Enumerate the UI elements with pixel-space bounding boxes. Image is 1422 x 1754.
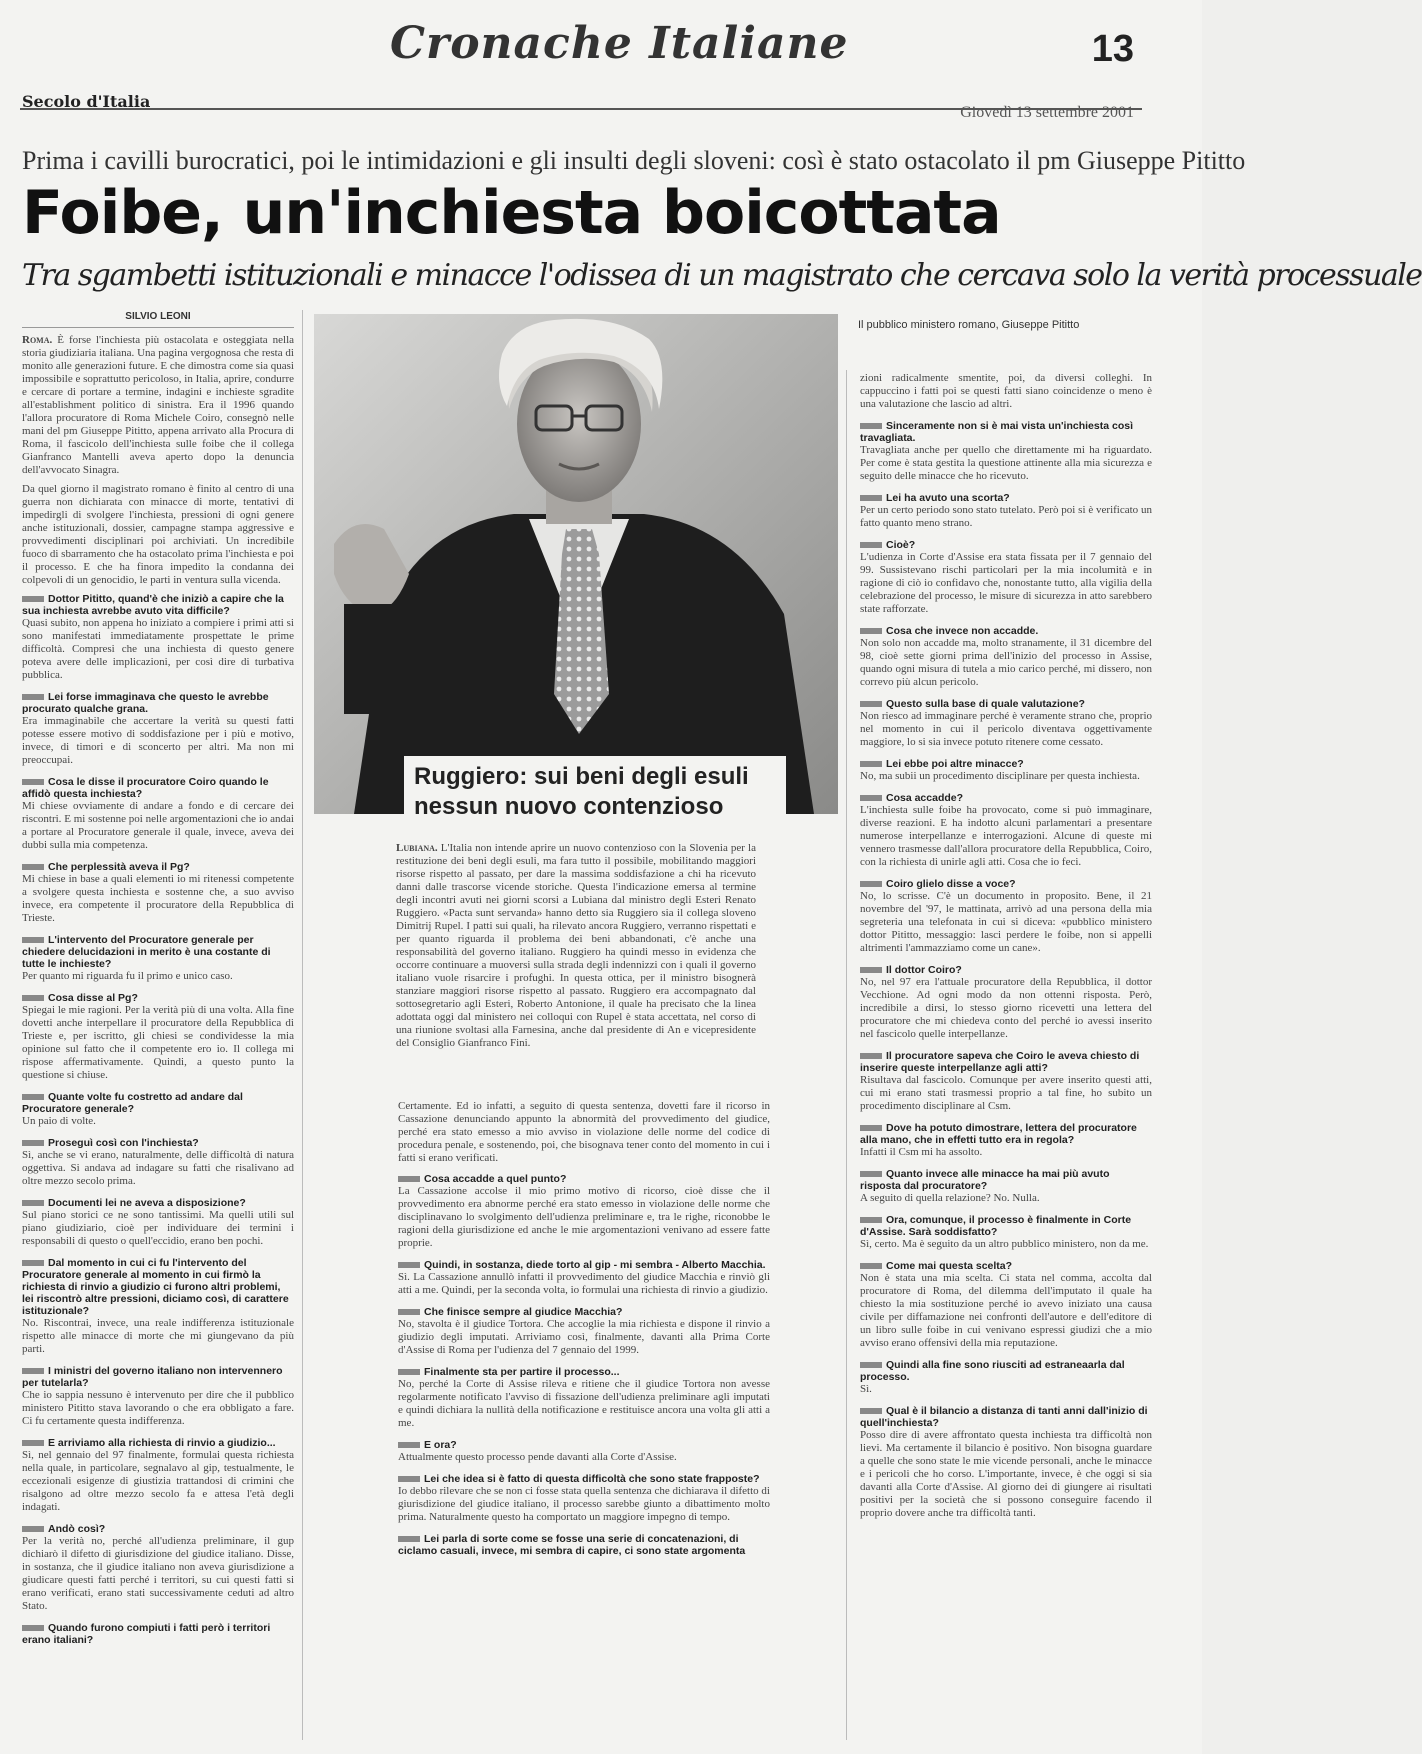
question-text: Coiro glielo disse a voce? — [886, 878, 1016, 890]
question-marker — [398, 1536, 420, 1542]
question-text: Lei ebbe poi altre minacce? — [886, 758, 1024, 770]
question — [860, 698, 1152, 710]
question-marker — [860, 761, 882, 767]
column-divider — [302, 310, 303, 1740]
question-text: Cioè? — [886, 539, 916, 551]
qa-item — [860, 698, 1152, 749]
question-text: Lei ha avuto una scorta? — [886, 492, 1010, 504]
question-text: Quando furono compiuti i fatti però i territori erano italiani? — [22, 1622, 271, 1646]
question — [860, 625, 1152, 637]
photo-caption: Il pubblico ministero romano, Giuseppe Pititto — [858, 319, 1080, 331]
question-text: L'intervento del Procuratore generale per chiedere delucidazioni in merito è una costante di tutte le inchieste? — [22, 934, 271, 970]
lead-paragraph-2: Da quel giorno il magistrato romano è finito al centro di una guerra non dichiarata con minacce di morte, tentativi di impedirgli di svolgere l'inchiesta, pressioni di ogni genere anche istituzionali, dossier, campagne stampa aggressive e provvedimenti disciplinari poi archiviati. Un incredibile fuoco di sbarramento che ha ostacolato prima l'inchiesta e poi il processo. E che ha finora impedito la condanna dei colpevoli di un genocidio, le parti in ventura sulla vicenda. — [22, 483, 294, 586]
question — [22, 593, 294, 617]
qa-item — [860, 1260, 1152, 1350]
question-marker — [860, 423, 882, 429]
question — [22, 1137, 294, 1149]
lead-paragraph — [22, 334, 294, 477]
question-marker — [398, 1176, 420, 1182]
question-text: Sinceramente non si è mai vista un'inchiesta così travagliata. — [860, 420, 1134, 444]
question — [860, 1214, 1152, 1238]
question-marker — [398, 1262, 420, 1268]
qa-item — [860, 964, 1152, 1041]
qa-item — [860, 1405, 1152, 1520]
qa-item — [398, 1473, 770, 1524]
question — [860, 964, 1152, 976]
section-title: Cronache Italiane — [390, 18, 849, 69]
qa-item — [860, 1214, 1152, 1251]
question — [860, 1405, 1152, 1429]
masthead-rule — [20, 108, 1142, 110]
qa-item — [22, 691, 294, 767]
answer: Sì. — [860, 1383, 872, 1395]
question — [22, 1523, 294, 1535]
question — [22, 861, 294, 873]
newspaper-name: Secolo d'Italia — [22, 92, 151, 111]
answer: Non solo non accadde ma, molto stranamente, il 31 dicembre del 98, cioè sette giorni prima dell'inizio del processo in Assise, quando ogni misura di tutela a mio carico perché, mi dissero, non correvo più alcun pericolo. — [860, 637, 1152, 688]
byline: SILVIO LEONI — [22, 310, 294, 328]
question-text: Cosa che invece non accadde. — [886, 625, 1039, 637]
answer: Sul piano storici ce ne sono tantissimi. Ma quelli utili sul piano giudiziario, cioè per individuare dei termini i responsabili di questo o quell'eccidio, erano ben pochi. — [22, 1209, 294, 1247]
question-text: Il dottor Coiro? — [886, 964, 962, 976]
question-marker — [860, 967, 882, 973]
issue-date: Giovedì 13 settembre 2001 — [960, 104, 1134, 121]
qa-item — [398, 1439, 770, 1464]
answer: Non è stata una mia scelta. Ci stata nel comma, accolta dal procuratore di Roma, del dilemma dell'imputato il quale ha chiesto la mia sostituzione perché io avevo iniziato una causa civile per diffamazione nei confronti dell'autore e dell'editore di un libro sulle foibe in cui venivano espressi giudizi che a mio avviso erano offensivi della mia reputazione. — [860, 1272, 1152, 1349]
inset-place: Lubiana. — [396, 842, 438, 854]
question-marker — [22, 1625, 44, 1631]
answer: Mi chiese ovviamente di andare a fondo e di cercare dei riscontri. E mi sostenne poi nelle argomentazioni che io andai a portare al Procuratore generale il quale, invece, aveva dei dubbi sulla mia competenza. — [22, 800, 294, 851]
question-text: Lei che idea si è fatto di questa difficoltà che sono state frapposte? — [424, 1473, 760, 1485]
inset-text: L'Italia non intende aprire un nuovo contenzioso con la Slovenia per la restituzione dei beni degli esuli, ma fara tutto il possibile, mobilitando maggiori risorse rispetto al passato, per dare la massima soddisfazione a chi ha ricevuto danni dalle trascorse vicende storiche. Questa l'indicazione emersa al termine degli incontri avuti nei giorni scorsi a Lubiana dal ministro degli Esteri Renato Ruggiero. «Pacta sunt servanda» hanno detto sia Ruggiero sia il collega sloveno Dimitrij Rupel. I patti sui quali, ha rilevato ancora Ruggiero, verranno rispettati e per quanto riguarda il problema dei beni abbandonati, c'è anche una responsabilità del governo italiano. Ruggiero ha quindi messo in evidenza che occorre continuare a muoversi sulla strada degli indennizzi con i quali il governo italiano vuole risarcire i profughi. In questa ottica, per il ministro bisognerà stanziare maggiori risorse rispetto al passato. Ruggiero era accompagnato dal sottosegretario agli Esteri, Roberto Antonione, il quale ha precisato che la linea adottata oggi dal ministero nei colloqui con Rupel è stata accettata, nel corso di una riunione svoltasi alla Farnesina, anche dal presidente di An e vicepresidente del Consiglio Gianfranco Fini. — [396, 842, 757, 1049]
question-text: Che perplessità aveva il Pg? — [48, 861, 190, 873]
question-text: Cosa accadde a quel punto? — [424, 1173, 567, 1185]
question-text: Cosa le disse il procuratore Coiro quando le affidò questa inchiesta? — [22, 776, 269, 800]
question — [22, 1257, 294, 1317]
question — [22, 691, 294, 715]
qa-item — [22, 861, 294, 925]
answer: Quasi subito, non appena ho iniziato a compiere i primi atti si sono manifestati immediatamente prospettate le prime difficoltà. Compresi che una inchiesta di questo genere poteva avere delle implicazioni, per così dire di turbativa pubblica. — [22, 617, 294, 681]
qa-item — [22, 1622, 294, 1646]
question-marker — [860, 881, 882, 887]
qa-item — [860, 792, 1152, 869]
qa-item — [398, 1306, 770, 1357]
qa-item — [860, 539, 1152, 616]
question-marker — [22, 1140, 44, 1146]
qa-item — [22, 1257, 294, 1356]
answer: No, perché la Corte di Assise rileva e ritiene che il giudice Tortora non avesse regolarmente notificato l'avviso di fissazione dell'udienza preliminare agli imputati e quindi dichiara la nullità della notificazione e restituisce ancora una volta gli atti a me. — [398, 1378, 770, 1429]
question — [22, 1197, 294, 1209]
question-marker — [22, 1094, 44, 1100]
question-text: Come mai questa scelta? — [886, 1260, 1013, 1272]
question — [398, 1259, 770, 1271]
qa-item — [860, 1359, 1152, 1396]
question-marker — [860, 1408, 882, 1414]
question-text: Quindi alla fine sono riusciti ad estraneaarla dal processo. — [860, 1359, 1125, 1383]
qa-item — [860, 878, 1152, 955]
lead-place: Roma. — [22, 334, 53, 346]
left-qa-list — [22, 593, 294, 1646]
magistrate-photo — [314, 314, 838, 814]
column-divider — [846, 370, 847, 1740]
question-text: Dottor Pititto, quand'è che iniziò a capire che la sua inchiesta avrebbe avuto vita difficile? — [22, 593, 284, 617]
question-text: Dove ha potuto dimostrare, lettera del procuratore alla mano, che in effetti tutto era in regola? — [860, 1122, 1137, 1146]
question-marker — [860, 795, 882, 801]
qa-item — [22, 1137, 294, 1188]
question-text: Il procuratore sapeva che Coiro le aveva chiesto di inserire queste interpellanze agli atti? — [860, 1050, 1140, 1074]
question-text: I ministri del governo italiano non intervennero per tutelarla? — [22, 1365, 283, 1389]
question — [860, 492, 1152, 504]
answer: La Cassazione accolse il mio primo motivo di ricorso, cioè disse che il provvedimento era abnorme perché era stato emesso in violazione delle norme che disciplinavano lo svolgimento dell'udienza preliminare e, tra le righe, riconobbe le ragioni della giurisdizione ed anche le mie argomentazioni venivano ad essere fatte proprie. — [398, 1185, 770, 1249]
question-marker — [860, 542, 882, 548]
question-text: Lei parla di sorte come se fosse una serie di concatenazioni, di ciclamo casuali, invece, mi sembra di capire, ci sono state argomenta — [398, 1533, 746, 1557]
qa-item — [398, 1173, 770, 1250]
question-text: Quanto invece alle minacce ha mai più avuto risposta dal procuratore? — [860, 1168, 1110, 1192]
question-marker — [398, 1309, 420, 1315]
answer: Posso dire di avere affrontato questa inchiesta tra difficoltà non lievi. Ma certamente il bilancio è positivo. Non bisogna guardare a quelle che sono state le mie vicende personali, anche le minacce e i pericoli che ho corso. L'importante, invece, è che oggi si sia davanti alla Corte d'Assise. Al giorno dei di giungere ai risultati positivi per la società che si possono conseguire facendo il proprio dovere anche tra difficoltà tanti. — [860, 1429, 1152, 1519]
qa-item — [860, 1168, 1152, 1205]
qa-item — [22, 1523, 294, 1613]
answer: No, nel 97 era l'attuale procuratore della Repubblica, il dottor Vecchione. Ad ogni modo da non ottenni risposta. Però, incredibile a dirsi, lo stesso giorno ricevetti una lettera del procuratore che mi chiedeva conto del perché io avessi inserito nel fascicolo quelle interpellanze. — [860, 976, 1152, 1040]
qa-item — [860, 1122, 1152, 1159]
qa-item — [22, 1197, 294, 1248]
question-marker — [860, 1125, 882, 1131]
question-marker — [22, 1526, 44, 1532]
left-column — [22, 310, 294, 1750]
question-marker — [860, 1171, 882, 1177]
question-marker — [22, 937, 44, 943]
answer: Sì. La Cassazione annullò infatti il provvedimento del giudice Macchia e rinviò gli atti a me. Quindi, per la seconda volta, io formulai una richiesta di rinvio a giudizio. — [398, 1271, 770, 1296]
qa-item — [22, 1437, 294, 1514]
question-text: Quindi, in sostanza, diede torto al gip - mi sembra - Alberto Macchia. — [424, 1259, 766, 1271]
question — [22, 1437, 294, 1449]
question-marker — [22, 596, 44, 602]
inset-box — [404, 756, 786, 828]
answer: Un paio di volte. — [22, 1115, 96, 1127]
question — [22, 1622, 294, 1646]
answer: L'inchiesta sulle foibe ha provocato, come si può immaginare, diverse reazioni. E ha indotto alcuni parlamentari a presentare numerose interpellanze e interrogazioni. Alcune di queste mi vennero trasmesse dall'allora procuratore della Repubblica, Coiro, con la richiesta di unirle agli atti. Cosa che io feci. — [860, 804, 1152, 868]
answer: Che io sappia nessuno è intervenuto per dire che il pubblico ministero Pititto stava lavorando o che era obbligato a fare. Ci fu certamente questa indifferenza. — [22, 1389, 294, 1427]
article-kicker: Prima i cavilli burocratici, poi le intimidazioni e gli insulti degli sloveni: così è stato ostacolato il pm Giuseppe Pititto — [22, 146, 1246, 175]
inset-body — [396, 842, 756, 1050]
question — [22, 992, 294, 1004]
question-marker — [860, 1263, 882, 1269]
answer: Per quanto mi riguarda fu il primo e unico caso. — [22, 970, 233, 982]
question-marker — [398, 1442, 420, 1448]
question — [860, 758, 1152, 770]
qa-item — [860, 1050, 1152, 1113]
question — [860, 1260, 1152, 1272]
question-text: Qual è il bilancio a distanza di tanti anni dall'inizio di quell'inchiesta? — [860, 1405, 1148, 1429]
question-marker — [22, 779, 44, 785]
qa-item — [22, 1091, 294, 1128]
center-paragraph: Certamente. Ed io infatti, a seguito di questa sentenza, dovetti fare il ricorso in Cassazione denunciando appunto la abnormità del provvedimento del giudice, perché era stato emesso a mio avviso in violazione delle norme del codice di procedura penale, e sostenendo, poi, che bisognava tener conto del momento in cui i fatti si erano verificati. — [398, 1100, 770, 1164]
question — [860, 792, 1152, 804]
qa-item — [860, 625, 1152, 689]
qa-item — [860, 758, 1152, 783]
question — [398, 1173, 770, 1185]
answer: Infatti il Csm mi ha assolto. — [860, 1146, 983, 1158]
qa-item — [398, 1259, 770, 1297]
qa-item — [22, 593, 294, 682]
question-marker — [398, 1476, 420, 1482]
answer: No, stavolta è il giudice Tortora. Che accoglie la mia richiesta e dispone il rinvio a giudizio degli imputati. Arriviamo così, finalmente, davanti alla Prima Corte d'Assise di Roma per l'udienza del 7 gennaio del 1999. — [398, 1318, 770, 1356]
question-marker — [860, 701, 882, 707]
question — [860, 1050, 1152, 1074]
question-text: Andò così? — [48, 1523, 106, 1535]
qa-item — [398, 1533, 770, 1557]
question-marker — [22, 1368, 44, 1374]
article-subhead: Tra sgambetti istituzionali e minacce l'odissea di un magistrato che cercava solo la verità processuale — [22, 258, 1422, 293]
question — [398, 1306, 770, 1318]
right-column — [860, 372, 1152, 1748]
question-text: Proseguì così con l'inchiesta? — [48, 1137, 199, 1149]
center-column — [398, 1100, 770, 1745]
question — [860, 1122, 1152, 1146]
answer: Per la verità no, perché all'udienza preliminare, il gup dichiarò il difetto di giurisdizione del giudice italiano. Disse, in sostanza, che il giudice italiano non aveva giurisdizione a giudicare questi fatti perché i territori, su cui questi fatti si erano verificati, erano stati successivamente ceduti ad altro Stato. — [22, 1535, 294, 1612]
article-headline: Foibe, un'inchiesta boicottata — [22, 178, 1001, 248]
answer: Travagliata anche per quello che direttamente mi ha riguardato. Per come è stata gestita la questione attinente alla mia sicurezza e seguito delle minacce che ho ricevuto. — [860, 444, 1152, 482]
qa-item — [22, 934, 294, 983]
question-marker — [398, 1369, 420, 1375]
answer: Sì, nel gennaio del 97 finalmente, formulai questa richiesta nella quale, in particolare, segnalavo al gip, testualmente, le eccezionali esigenze di giustizia trattandosi di crimini che risalgono ad oltre mezzo secolo fa e attesa l'età degli indagati. — [22, 1449, 294, 1513]
question-marker — [22, 1440, 44, 1446]
answer: No, ma subii un procedimento disciplinare per questa inchiesta. — [860, 770, 1140, 782]
question-text: Che finisce sempre al giudice Macchia? — [424, 1306, 623, 1318]
qa-item — [860, 420, 1152, 483]
answer: Mi chiese in base a quali elementi io mi ritenessi competente a svolgere questa inchiesta e sostenne che, a suo avviso invece, era competente il procuratore della Repubblica di Trieste. — [22, 873, 294, 924]
question-marker — [22, 995, 44, 1001]
qa-item — [22, 1365, 294, 1428]
question-text: Questo sulla base di quale valutazione? — [886, 698, 1085, 710]
answer: Attualmente questo processo pende davanti alla Corte d'Assise. — [398, 1451, 677, 1463]
question-text: Finalmente sta per partire il processo... — [424, 1366, 620, 1378]
qa-item — [22, 992, 294, 1082]
question — [860, 539, 1152, 551]
question-marker — [22, 1200, 44, 1206]
answer: Spiegai le mie ragioni. Per la verità più di una volta. Alla fine dovetti anche interpellare il procuratore della Repubblica di Trieste e, per iscritto, gli chiesi se condividesse la mia opinione sul fatto che il competente ero io. Il collega mi rispose affermativamente. Quindi, a questo punto la questione si chiuse. — [22, 1004, 294, 1081]
lead-text: È forse l'inchiesta più ostacolata e osteggiata nella storia giudiziaria italiana. Una pagina vergognosa che resta di monito alle generazioni future. E che dimostra come sia quasi impossibile e soprattutto pericoloso, in Italia, aprire, condurre e cercare di portare a termine, indagini e inchieste sgradite all'establishment politico di sinistra. Era il 1996 quando l'allora procuratore di Roma Michele Coiro, consegnò nelle mani del pm Giuseppe Pititto, appena arrivato alla Procura di Roma, il fascicolo dell'inchiesta sulle foibe che il collega Gianfranco Mantelli aveva aperto dopo la denuncia dell'avvocato Sinagra. — [22, 334, 295, 476]
question — [398, 1366, 770, 1378]
right-qa-list — [860, 372, 1152, 1520]
question-marker — [860, 495, 882, 501]
answer: Per un certo periodo sono stato tutelato. Però poi si è verificato un fatto quanto meno strano. — [860, 504, 1152, 529]
question-text: Dal momento in cui ci fu l'intervento del Procuratore generale al momento in cui firmò la richiesta di rinvio a giudizio ci furono altri problemi, lei riscontrò altre pressioni, diciamo così, di carattere istituzionale? — [22, 1257, 289, 1317]
page-number: 13 — [1091, 28, 1134, 70]
question — [398, 1533, 770, 1557]
question — [398, 1439, 770, 1451]
answer: No, lo scrisse. C'è un documento in proposito. Bene, il 21 novembre del '97, le mattinata, arrivò ad una persona della mia segreteria una telefonata in cui si diceva: «pubblico ministero dottor Pititto, messaggio: lasci perdere le foibe, non si appelli altrimenti l'ammazziamo come un cane». — [860, 890, 1152, 954]
answer: No. Riscontrai, invece, una reale indifferenza istituzionale rispetto alle minacce di morte che mi giungevano da più parti. — [22, 1317, 294, 1355]
question — [398, 1473, 770, 1485]
question-marker — [860, 1217, 882, 1223]
question — [22, 1091, 294, 1115]
question — [22, 1365, 294, 1389]
question-marker — [860, 1053, 882, 1059]
answer: Sì, anche se vi erano, naturalmente, delle difficoltà di natura oggettiva. Si andava ad indagare su fatti che risalivano ad oltre mezzo secolo prima. — [22, 1149, 294, 1187]
question-text: Cosa disse al Pg? — [48, 992, 138, 1004]
question-marker — [22, 864, 44, 870]
answer: Era immaginabile che accertare la verità su questi fatti potesse essere motivo di soddisfazione per i più e motivo, invece, di timori e di sconcerto per altri. Ma non mi preoccupai. — [22, 715, 294, 766]
answer: A seguito di quella relazione? No. Nulla. — [860, 1192, 1040, 1204]
answer: Non riesco ad immaginare perché è veramente strano che, proprio nel momento in cui il pericolo diventava oggettivamente maggiore, lo si sia invece potuto ritenere come cessato. — [860, 710, 1152, 748]
answer: Risultava dal fascicolo. Comunque per avere inserito questi atti, cui mi erano stati trasmessi proprio a tal fine, ho subito un procedimento disciplinare al Csm. — [860, 1074, 1152, 1112]
inset-title: Ruggiero: sui beni degli esuli nessun nuovo contenzioso — [414, 763, 749, 820]
qa-item — [860, 492, 1152, 530]
center-qa-list — [398, 1173, 770, 1557]
magistrate-portrait-image — [314, 314, 838, 814]
question — [22, 934, 294, 970]
question-text: Documenti lei ne aveva a disposizione? — [48, 1197, 246, 1209]
question-marker — [22, 694, 44, 700]
answer: L'udienza in Corte d'Assise era stata fissata per il 7 gennaio del 99. Sussistevano rischi particolari per la mia incolumità e in ragione di ciò io confidavo che, nonostante tutto, alla vigilia della celebrazione del processo, le misure di sicurezza in atto sarebbero state rafforzate. — [860, 551, 1152, 615]
question — [860, 1359, 1152, 1383]
answer: zioni radicalmente smentite, poi, da diversi colleghi. In cappuccino i fatti poi se questi fatti siano coincidenze o meno è una valutazione che lascio ad altri. — [860, 372, 1152, 410]
question — [860, 1168, 1152, 1192]
question-marker — [22, 1260, 44, 1266]
question-text: Cosa accadde? — [886, 792, 964, 804]
question — [22, 776, 294, 800]
answer: Io debbo rilevare che se non ci fosse stata quella sentenza che dichiarava il difetto di giurisdizione del giudice italiano, il processo sarebbe giunto a dibattimento molto prima. Naturalmente questo ha comportato un maggiore impegno di tempo. — [398, 1485, 770, 1523]
qa-item — [22, 776, 294, 852]
qa-item — [398, 1366, 770, 1430]
question — [860, 878, 1152, 890]
question-text: Lei forse immaginava che questo le avrebbe procurato qualche grana. — [22, 691, 269, 715]
question-text: E arriviamo alla richiesta di rinvio a giudizio... — [48, 1437, 276, 1449]
answer: Sì, certo. Ma è seguito da un altro pubblico ministero, non da me. — [860, 1238, 1149, 1250]
question-marker — [860, 628, 882, 634]
question-text: Ora, comunque, il processo è finalmente in Corte d'Assise. Sarà soddisfatto? — [860, 1214, 1132, 1238]
qa-item — [860, 372, 1152, 411]
question-text: Quante volte fu costretto ad andare dal Procuratore generale? — [22, 1091, 243, 1115]
question-marker — [860, 1362, 882, 1368]
question-text: E ora? — [424, 1439, 457, 1451]
question — [860, 420, 1152, 444]
